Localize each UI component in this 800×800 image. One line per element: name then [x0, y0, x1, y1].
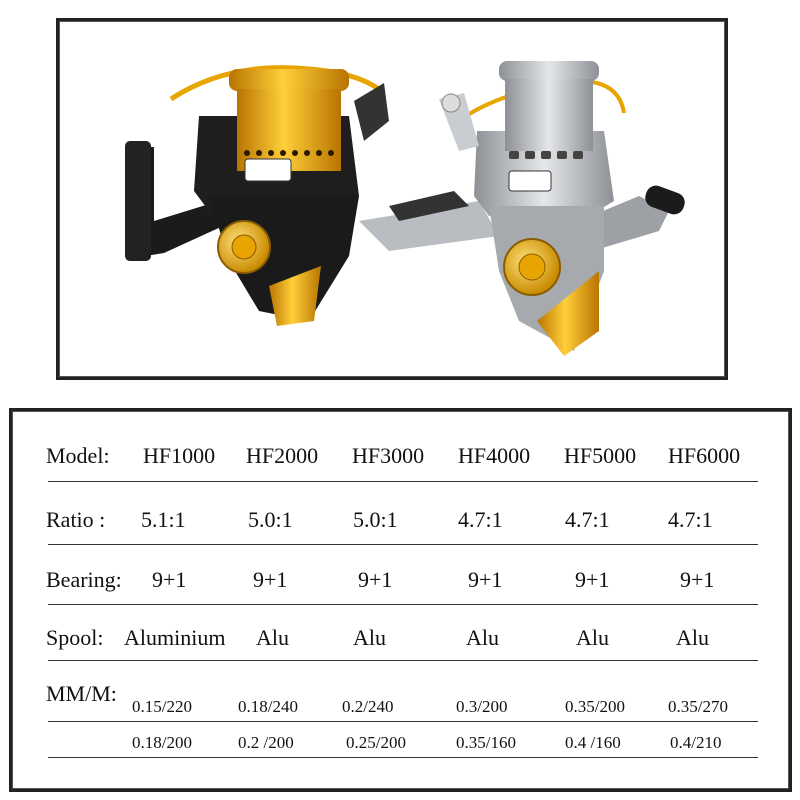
- spool-cell: Aluminium: [124, 625, 226, 650]
- bearing-cell: 9+1: [680, 567, 715, 592]
- mm-cell: 0.2/240: [342, 697, 394, 716]
- spool-cell: Alu: [256, 625, 289, 650]
- ratio-cell: 4.7:1: [668, 507, 713, 532]
- mm-cell: 0.18/200: [132, 733, 192, 752]
- spool-label: Spool:: [46, 625, 104, 650]
- mm-cell: 0.25/200: [346, 733, 406, 752]
- model-cell: HF6000: [668, 443, 741, 468]
- model-cell: HF4000: [458, 443, 531, 468]
- product-photo: [59, 21, 725, 377]
- mm-cell: 0.18/240: [238, 697, 298, 716]
- model-cell: HF3000: [352, 443, 425, 468]
- spool-cell: Alu: [676, 625, 709, 650]
- product-photo-frame: [56, 18, 728, 380]
- ratio-cell: 5.0:1: [248, 507, 293, 532]
- mm-cell: 0.2 /200: [238, 733, 294, 752]
- mm-cell: 0.35/270: [668, 697, 728, 716]
- row-divider: [48, 544, 758, 545]
- mm-cell: 0.35/200: [565, 697, 625, 716]
- bearing-cell: 9+1: [358, 567, 393, 592]
- ratio-label: Ratio :: [46, 507, 106, 532]
- row-divider: [48, 604, 758, 605]
- spec-table: [9, 408, 792, 792]
- model-cell: HF1000: [143, 443, 216, 468]
- model-cell: HF2000: [246, 443, 319, 468]
- row-divider: [48, 757, 758, 758]
- mm-cell: 0.35/160: [456, 733, 516, 752]
- row-divider: [48, 721, 758, 722]
- spool-cell: Alu: [466, 625, 499, 650]
- bearing-label: Bearing:: [46, 567, 122, 592]
- mm-cell: 0.3/200: [456, 697, 508, 716]
- mm-cell: 0.4 /160: [565, 733, 621, 752]
- silver-spinning-reel-icon: [359, 61, 688, 356]
- gold-spinning-reel-icon: [125, 68, 389, 326]
- ratio-cell: 5.0:1: [353, 507, 398, 532]
- spool-cell: Alu: [353, 625, 386, 650]
- row-divider: [48, 660, 758, 661]
- bearing-cell: 9+1: [253, 567, 288, 592]
- mm-cell: 0.15/220: [132, 697, 192, 716]
- row-divider: [48, 481, 758, 482]
- bearing-cell: 9+1: [575, 567, 610, 592]
- ratio-cell: 4.7:1: [565, 507, 610, 532]
- bearing-cell: 9+1: [152, 567, 187, 592]
- model-label: Model:: [46, 443, 110, 468]
- mm-label: MM/M:: [46, 681, 117, 706]
- ratio-cell: 5.1:1: [141, 507, 186, 532]
- spool-cell: Alu: [576, 625, 609, 650]
- ratio-cell: 4.7:1: [458, 507, 503, 532]
- bearing-cell: 9+1: [468, 567, 503, 592]
- mm-cell: 0.4/210: [670, 733, 722, 752]
- model-cell: HF5000: [564, 443, 637, 468]
